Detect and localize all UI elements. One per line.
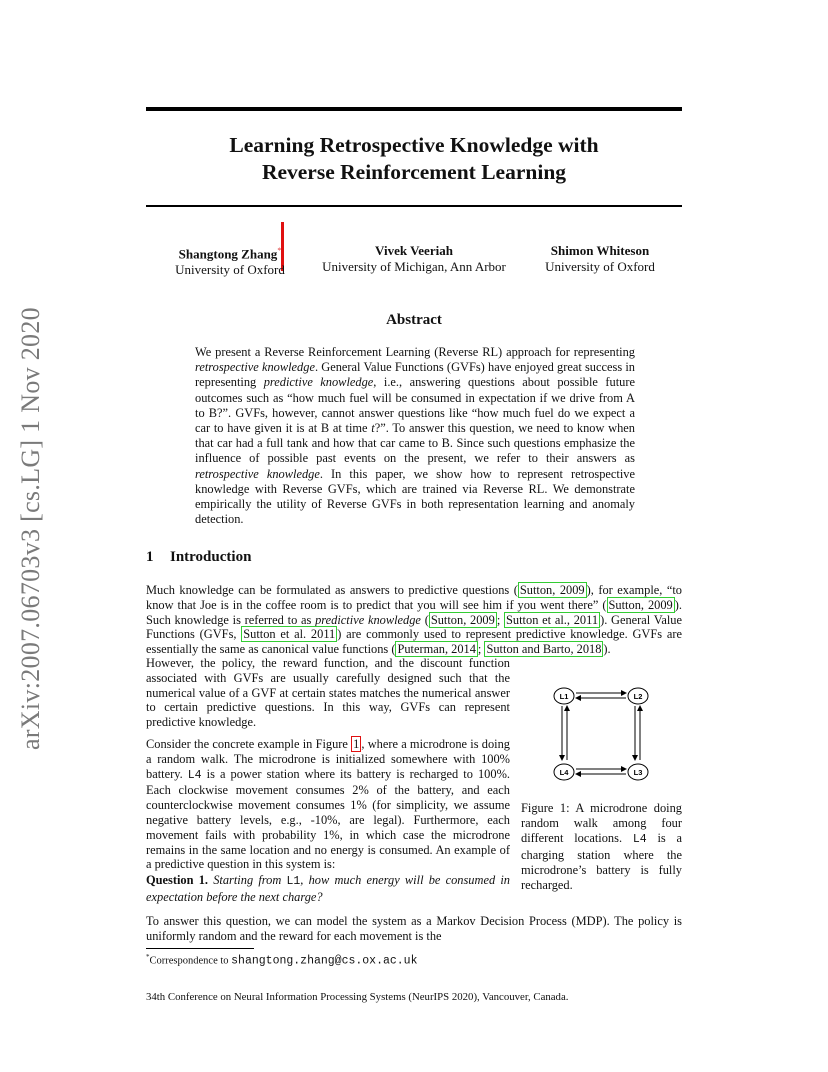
body-text: is a power station where its battery is recharged to 100%. Each clockwise movement consumes 2% of the battery, and each counterclockwise movement consumes 1% (for simplicity, we assume negative battery levels, e.g., -10%, are legal). Furthermore, each movement fails with probability 1%, in which case the microdrone remains in the same location and no energy is consumed. An example of a predictive question in this system is: [146, 766, 510, 872]
footnote-mark: * [146, 953, 150, 961]
intro-paragraph-3: To answer this question, we can model the system as a Markov Decision Process (MDP). The policy is uniformly random and the reward for each movement is the [146, 914, 682, 943]
caption-text: is a charging station where the microdrone’s battery is fully recharged. [521, 831, 682, 893]
body-text: ; [496, 612, 505, 627]
intro-paragraph-2 [146, 737, 510, 872]
body-text: ). General Value Functions (GVFs, [146, 612, 682, 642]
author-block [530, 243, 670, 275]
abstract-emphasis: t [371, 421, 375, 436]
author-affiliation: University of Oxford [175, 262, 285, 278]
author-block [312, 243, 516, 275]
title-line-1: Learning Retrospective Knowledge with [229, 133, 599, 157]
citation-link[interactable]: Sutton et al., 2011 [506, 612, 599, 627]
citation-link[interactable]: Puterman, 2014 [397, 642, 476, 657]
location-code: L1 [286, 875, 301, 888]
question-1 [146, 873, 510, 905]
abstract-body [195, 345, 635, 527]
body-text: ). [603, 642, 611, 657]
arxiv-sidebar [14, 290, 54, 750]
abstract-emphasis: retrospective knowledge [195, 466, 320, 481]
citation-link[interactable]: Sutton, 2009 [519, 583, 585, 597]
node-label: L1 [559, 692, 569, 701]
author-block [160, 243, 300, 278]
question-label: Question 1. [146, 873, 208, 887]
author-affiliation: University of Oxford [545, 259, 655, 274]
abstract-text: We present a Reverse Reinforcement Learning (Reverse RL) approach for representing [195, 345, 635, 359]
location-code: L4 [632, 833, 647, 847]
node-l2 [628, 688, 648, 704]
title-bottom-rule [146, 205, 682, 207]
section-heading [146, 549, 251, 566]
citation-link[interactable]: Sutton et al. 2011 [243, 627, 336, 642]
author-affiliation: University of Michigan, Ann Arbor [322, 259, 506, 274]
body-emphasis: predictive knowledge [315, 612, 421, 627]
body-text: ( [420, 612, 429, 627]
node-label: L3 [633, 768, 643, 777]
abstract-emphasis: retrospective knowledge [195, 360, 315, 375]
conference-note: 34th Conference on Neural Information Processing Systems (NeurIPS 2020), Vancouver, Canada. [146, 991, 569, 1003]
node-label: L2 [633, 692, 643, 701]
paper-title [146, 132, 682, 186]
citation-link[interactable]: Sutton, 2009 [430, 612, 495, 627]
node-label: L4 [559, 768, 569, 777]
intro-paragraph-1-continued: However, the policy, the reward function, and the discount function associated with GVFs are usually carefully designed such that the numerical value of a GVF at certain states matches the numerical answer to certain predictive questions. In this way, GVFs can represent predictive knowledge. [146, 656, 510, 730]
node-l4 [554, 764, 574, 780]
figure-link[interactable]: 1 [353, 737, 360, 751]
location-code: L4 [187, 768, 202, 782]
abstract-text: . General Value Functions (GVFs) have enjoyed great success in representing [195, 360, 635, 390]
question-text: Starting from [213, 873, 287, 887]
figure-1-diagram [540, 678, 670, 788]
title-top-rule [146, 107, 682, 111]
citation-link[interactable]: Sutton, 2009 [608, 597, 673, 612]
intro-paragraph-1 [146, 583, 682, 657]
abstract-text: . In this paper, we show how to represent retrospective knowledge with Reverse GVFs, which are trained via Reverse RL. We demonstrate empirically the utility of Reverse GVFs in both representation learning and anomaly detection. [195, 466, 635, 527]
node-l1 [554, 688, 574, 704]
author-name: Shangtong Zhang [178, 246, 278, 262]
body-text: ). Such knowledge is referred to as [146, 597, 682, 627]
footnote-text: Correspondence to [149, 955, 232, 967]
section-number: 1 [146, 549, 154, 565]
abstract-heading: Abstract [386, 312, 442, 328]
footnote-rule [146, 948, 254, 949]
abstract-text: , i.e., answering questions about possible future outcomes such as “how much fuel will be consumed in expectation if we drive from A to B?”. GVFs, however, cannot answer questions like “how much fuel do we expect a car to have given it is at B at time [195, 375, 635, 436]
footnote-mark[interactable]: * [277, 246, 282, 255]
body-text: Much knowledge can be formulated as answers to predictive questions ( [146, 583, 518, 597]
body-text: ; [477, 642, 485, 657]
title-line-2: Reverse Reinforcement Learning [261, 160, 567, 184]
body-text: Consider the concrete example in Figure [146, 737, 352, 751]
author-name: Vivek Veeriah [375, 243, 453, 258]
abstract-text: ?”. To answer this question, we need to know when that car had a full tank and how that car came to B. Since such questions emphasize the influence of possible past events on the present, we refer to their answers as [195, 421, 636, 466]
caption-text: Figure 1: A microdrone doing random walk among four different locations. [521, 801, 682, 846]
question-text: , how much energy will be consumed in expectation before the next charge? [146, 873, 510, 904]
footnote [146, 953, 418, 968]
footnote-email[interactable]: shangtong.zhang@cs.ox.ac.uk [231, 954, 418, 968]
body-text: ) are commonly used to represent predictive knowledge. GVFs are essentially the same as canonical value functions ( [146, 627, 682, 657]
citation-link[interactable]: Sutton and Barto, 2018 [486, 642, 602, 657]
figure-1-caption [521, 801, 682, 893]
section-title: Introduction [170, 549, 252, 565]
node-l3 [628, 764, 648, 780]
author-name: Shimon Whiteson [550, 243, 650, 258]
abstract-emphasis: predictive knowledge [263, 375, 374, 390]
body-text: ), for example, “to know that Joe is in the coffee room is to predict that you will see him if you went there” ( [146, 583, 682, 612]
body-text: , where a microdrone is doing a random walk. The microdrone is initialized somewhere with 100% battery. [146, 737, 510, 781]
arxiv-identifier: arXiv:2007.06703v3 [cs.LG] 1 Nov 2020 [16, 307, 45, 750]
